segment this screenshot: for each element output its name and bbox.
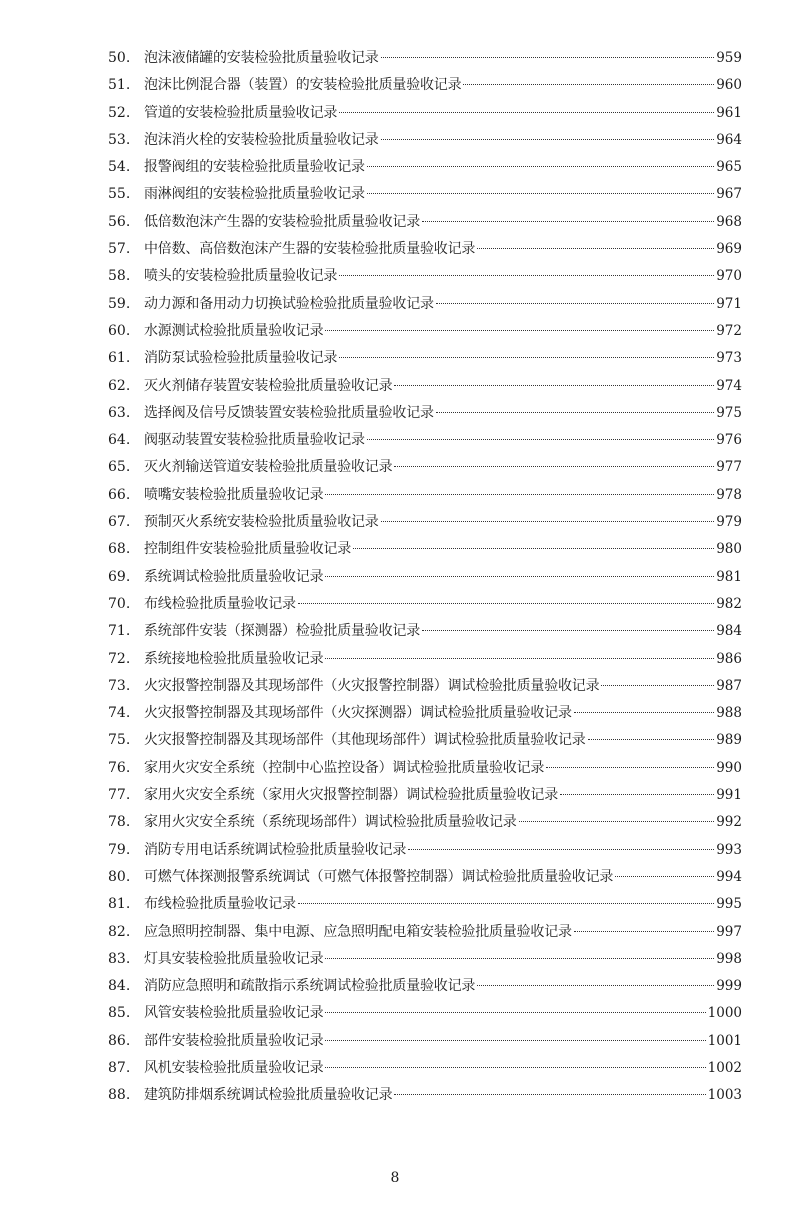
toc-entry-number: 53.: [108, 131, 131, 148]
toc-entry-title: 可燃气体探测报警系统调试（可燃气体报警控制器）调试检验批质量验收记录: [144, 868, 614, 885]
toc-entry-title: 火灾报警控制器及其现场部件（其他现场部件）调试检验批质量验收记录: [144, 732, 586, 749]
toc-entry[interactable]: [108, 727, 742, 754]
toc-entry-title: 灯具安装检验批质量验收记录: [144, 950, 324, 967]
toc-entry[interactable]: [108, 536, 742, 563]
dot-leader: [546, 767, 714, 768]
toc-entry-title: 中倍数、高倍数泡沫产生器的安装检验批质量验收记录: [144, 241, 476, 258]
toc-entry-number: 86.: [108, 1032, 131, 1049]
toc-entry-title: 报警阀组的安装检验批质量验收记录: [144, 159, 365, 176]
toc-entry[interactable]: [108, 154, 742, 181]
toc-entry-title: 喷嘴安装检验批质量验收记录: [144, 486, 324, 503]
toc-entry-number: 74.: [108, 705, 131, 722]
dot-leader: [367, 193, 714, 194]
toc-entry-title: 布线检验批质量验收记录: [144, 896, 296, 913]
dot-leader: [325, 576, 714, 577]
dot-leader: [325, 658, 714, 659]
dot-leader: [325, 330, 714, 331]
dot-leader: [408, 849, 714, 850]
toc-entry-number: 56.: [108, 213, 131, 230]
toc-entry[interactable]: [108, 1028, 742, 1055]
toc-entry-title: 阀驱动装置安装检验批质量验收记录: [144, 432, 365, 449]
toc-entry-title: 部件安装检验批质量验收记录: [144, 1032, 324, 1049]
toc-entry-title: 家用火灾安全系统（控制中心监控设备）调试检验批质量验收记录: [144, 759, 545, 776]
toc-entry-number: 79.: [108, 841, 131, 858]
toc-entry-number: 80.: [108, 868, 131, 885]
toc-entry-number: 83.: [108, 950, 131, 967]
toc-entry-title: 灭火剂储存装置安装检验批质量验收记录: [144, 377, 393, 394]
toc-entry[interactable]: [108, 837, 742, 864]
toc-entry-number: 65.: [108, 459, 131, 476]
toc-entry[interactable]: [108, 1082, 742, 1109]
toc-entry-number: 77.: [108, 787, 131, 804]
toc-entry-page: 988: [716, 705, 742, 722]
toc-entry-title: 动力源和备用动力切换试验检验批质量验收记录: [144, 295, 434, 312]
toc-entry[interactable]: [108, 618, 742, 645]
toc-entry-number: 76.: [108, 759, 131, 776]
dot-leader: [325, 1040, 705, 1041]
dot-leader: [436, 412, 714, 413]
dot-leader: [422, 630, 714, 631]
toc-entry-number: 62.: [108, 377, 131, 394]
toc-entry-title: 喷头的安装检验批质量验收记录: [144, 268, 338, 285]
dot-leader: [560, 794, 714, 795]
toc-entry-page: 976: [716, 432, 742, 449]
toc-entry[interactable]: [108, 263, 742, 290]
toc-entry-title: 管道的安装检验批质量验收记录: [144, 104, 338, 121]
toc-entry-title: 系统接地检验批质量验收记录: [144, 650, 324, 667]
toc-entry[interactable]: [108, 646, 742, 673]
dot-leader: [367, 439, 714, 440]
dot-leader: [381, 57, 715, 58]
toc-entry[interactable]: [108, 673, 742, 700]
toc-entry-page: 995: [716, 896, 742, 913]
toc-entry[interactable]: [108, 700, 742, 727]
dot-leader: [394, 385, 714, 386]
toc-entry-page: 979: [716, 514, 742, 531]
toc-entry[interactable]: [108, 1000, 742, 1027]
toc-entry-page: 964: [716, 131, 742, 148]
toc-entry[interactable]: [108, 45, 742, 72]
toc-entry-title: 控制组件安装检验批质量验收记录: [144, 541, 351, 558]
toc-entry[interactable]: [108, 454, 742, 481]
toc-entry-number: 67.: [108, 514, 131, 531]
toc-entry-title: 风机安装检验批质量验收记录: [144, 1059, 324, 1076]
dot-leader: [339, 275, 714, 276]
toc-entry-page: 961: [716, 104, 742, 121]
toc-entry-page: 960: [716, 77, 742, 94]
toc-entry-page: 999: [716, 978, 742, 995]
toc-entry-page: 984: [716, 623, 742, 640]
toc-entry[interactable]: [108, 755, 742, 782]
toc-entry-title: 风管安装检验批质量验收记录: [144, 1005, 324, 1022]
toc-entry-number: 61.: [108, 350, 131, 367]
toc-entry[interactable]: [108, 591, 742, 618]
dot-leader: [325, 958, 714, 959]
toc-entry-page: 981: [716, 568, 742, 585]
toc-entry[interactable]: [108, 345, 742, 372]
toc-entry-page: 977: [716, 459, 742, 476]
toc-entry-number: 71.: [108, 623, 131, 640]
toc-entry-title: 消防专用电话系统调试检验批质量验收记录: [144, 841, 407, 858]
dot-leader: [339, 357, 714, 358]
toc-entry-title: 雨淋阀组的安装检验批质量验收记录: [144, 186, 365, 203]
toc-entry[interactable]: [108, 509, 742, 536]
toc-entry-title: 泡沫液储罐的安装检验批质量验收记录: [144, 50, 379, 66]
dot-leader: [367, 166, 714, 167]
toc-entry-page: 989: [716, 732, 742, 749]
toc-entry[interactable]: [108, 564, 742, 591]
toc-entry[interactable]: [108, 482, 742, 509]
toc-entry-number: 69.: [108, 568, 131, 585]
toc-entry-title: 消防泵试验检验批质量验收记录: [144, 350, 338, 367]
toc-entry-page: 969: [716, 241, 742, 258]
dot-leader: [574, 712, 714, 713]
toc-entry[interactable]: [108, 318, 742, 345]
toc-entry-number: 50.: [108, 50, 131, 66]
dot-leader: [381, 139, 715, 140]
toc-entry-page: 965: [716, 159, 742, 176]
toc-entry[interactable]: [108, 127, 742, 154]
toc-entry-title: 火灾报警控制器及其现场部件（火灾报警控制器）调试检验批质量验收记录: [144, 677, 600, 694]
toc-entry-page: 1002: [707, 1059, 742, 1076]
toc-entry-number: 58.: [108, 268, 131, 285]
dot-leader: [381, 521, 715, 522]
dot-leader: [298, 603, 714, 604]
toc-entry-title: 预制灭火系统安装检验批质量验收记录: [144, 514, 379, 531]
toc-entry-number: 55.: [108, 186, 131, 203]
dot-leader: [601, 685, 714, 686]
toc-entry-title: 消防应急照明和疏散指示系统调试检验批质量验收记录: [144, 978, 476, 995]
toc-entry-page: 1000: [707, 1005, 742, 1022]
toc-entry-page: 991: [716, 787, 742, 804]
dot-leader: [339, 112, 714, 113]
toc-entry-page: 968: [716, 213, 742, 230]
toc-entry-number: 88.: [108, 1087, 131, 1104]
toc-entry[interactable]: [108, 400, 742, 427]
toc-entry-number: 63.: [108, 404, 131, 421]
toc-entry[interactable]: [108, 891, 742, 918]
toc-entry-number: 60.: [108, 322, 131, 339]
toc-entry-number: 51.: [108, 77, 131, 94]
toc-entry-title: 火灾报警控制器及其现场部件（火灾探测器）调试检验批质量验收记录: [144, 705, 572, 722]
dot-leader: [325, 1012, 705, 1013]
toc-entry-title: 泡沫消火栓的安装检验批质量验收记录: [144, 131, 379, 148]
toc-entry-page: 993: [716, 841, 742, 858]
toc-entry[interactable]: [108, 181, 742, 208]
toc-entry-number: 68.: [108, 541, 131, 558]
toc-entry-page: 967: [716, 186, 742, 203]
toc-entry[interactable]: [108, 946, 742, 973]
toc-entry-number: 70.: [108, 595, 131, 612]
toc-entry-number: 73.: [108, 677, 131, 694]
dot-leader: [325, 1067, 705, 1068]
toc-entry-title: 选择阀及信号反馈装置安装检验批质量验收记录: [144, 404, 434, 421]
dot-leader: [463, 84, 714, 85]
toc-entry-page: 997: [716, 923, 742, 940]
toc-entry[interactable]: [108, 782, 742, 809]
toc-entry-number: 81.: [108, 896, 131, 913]
toc-entry-page: 998: [716, 950, 742, 967]
toc-entry[interactable]: [108, 291, 742, 318]
toc-entry-number: 59.: [108, 295, 131, 312]
toc-entry-page: 987: [716, 677, 742, 694]
toc-entry-number: 75.: [108, 732, 131, 749]
dot-leader: [325, 494, 714, 495]
toc-entry[interactable]: [108, 100, 742, 127]
dot-leader: [615, 876, 714, 877]
toc-entry-number: 85.: [108, 1005, 131, 1022]
toc-entry-title: 系统调试检验批质量验收记录: [144, 568, 324, 585]
toc-entry-page: 978: [716, 486, 742, 503]
dot-leader: [394, 466, 714, 467]
toc-entry-title: 灭火剂输送管道安装检验批质量验收记录: [144, 459, 393, 476]
dot-leader: [588, 739, 715, 740]
toc-entry-number: 54.: [108, 159, 131, 176]
toc-entry-page: 959: [716, 50, 742, 66]
toc-entry-page: 974: [716, 377, 742, 394]
toc-entry-page: 975: [716, 404, 742, 421]
toc-entry-title: 应急照明控制器、集中电源、应急照明配电箱安装检验批质量验收记录: [144, 923, 572, 940]
toc-entry-number: 57.: [108, 241, 131, 258]
toc-entry-page: 992: [716, 814, 742, 831]
toc-entry-title: 家用火灾安全系统（家用火灾报警控制器）调试检验批质量验收记录: [144, 787, 558, 804]
toc-entry-title: 布线检验批质量验收记录: [144, 595, 296, 612]
dot-leader: [353, 548, 714, 549]
toc-entry[interactable]: [108, 373, 742, 400]
toc-entry[interactable]: [108, 427, 742, 454]
toc-entry-number: 72.: [108, 650, 131, 667]
dot-leader: [394, 1094, 705, 1095]
dot-leader: [422, 221, 714, 222]
toc-entry-title: 水源测试检验批质量验收记录: [144, 322, 324, 339]
toc-entry[interactable]: [108, 809, 742, 836]
toc-entry-number: 64.: [108, 432, 131, 449]
toc-entry[interactable]: [108, 236, 742, 263]
dot-leader: [574, 931, 714, 932]
dot-leader: [298, 903, 714, 904]
toc-entry-title: 泡沫比例混合器（装置）的安装检验批质量验收记录: [144, 77, 462, 94]
toc-entry-page: 970: [716, 268, 742, 285]
toc-entry-page: 994: [716, 868, 742, 885]
toc-entry[interactable]: [108, 973, 742, 1000]
toc-entry-number: 82.: [108, 923, 131, 940]
toc-entry-number: 84.: [108, 978, 131, 995]
toc-entry-page: 1003: [707, 1087, 742, 1104]
toc-entry-page: 980: [716, 541, 742, 558]
toc-entry[interactable]: [108, 1055, 742, 1082]
toc-entry-number: 87.: [108, 1059, 131, 1076]
toc-entry-page: 971: [716, 295, 742, 312]
toc-entry-page: 973: [716, 350, 742, 367]
toc-entry-number: 78.: [108, 814, 131, 831]
toc-entry[interactable]: [108, 864, 742, 891]
toc-entry-page: 972: [716, 322, 742, 339]
toc-entry[interactable]: [108, 209, 742, 236]
toc-entry[interactable]: [108, 919, 742, 946]
toc-entry-page: 1001: [707, 1032, 742, 1049]
table-of-contents: [108, 45, 742, 1110]
toc-entry-page: 990: [716, 759, 742, 776]
dot-leader: [477, 985, 714, 986]
toc-entry-title: 建筑防排烟系统调试检验批质量验收记录: [144, 1087, 393, 1104]
dot-leader: [477, 248, 714, 249]
toc-entry-title: 低倍数泡沫产生器的安装检验批质量验收记录: [144, 213, 420, 230]
dot-leader: [436, 303, 714, 304]
toc-entry-number: 66.: [108, 486, 131, 503]
page-number: 8: [390, 1170, 400, 1186]
toc-entry-page: 982: [716, 595, 742, 612]
toc-entry-title: 系统部件安装（探测器）检验批质量验收记录: [144, 623, 420, 640]
toc-entry[interactable]: [108, 72, 742, 99]
toc-entry-number: 52.: [108, 104, 131, 121]
toc-entry-page: 986: [716, 650, 742, 667]
dot-leader: [519, 821, 715, 822]
toc-entry-title: 家用火灾安全系统（系统现场部件）调试检验批质量验收记录: [144, 814, 517, 831]
